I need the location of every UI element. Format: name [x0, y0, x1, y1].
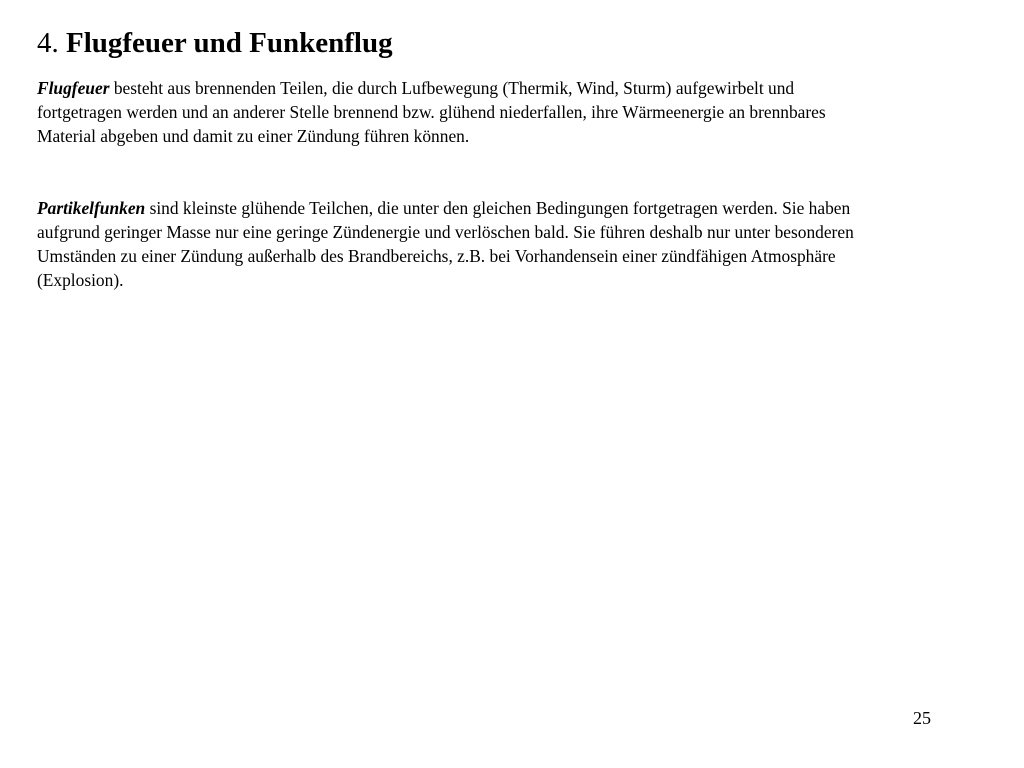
paragraph-text: sind kleinste glühende Teilchen, die unter den gleichen Bedingungen fortgetragen werden. Sie haben — [145, 198, 851, 218]
partikelfunken-paragraph — [37, 196, 987, 292]
paragraph-text: besteht aus brennenden Teilen, die durch Lufbewegung (Thermik, Wind, Sturm) aufgewirbelt und — [109, 78, 795, 98]
flugfeuer-paragraph — [37, 76, 987, 148]
paragraph-line: aufgrund geringer Masse nur eine geringe Zündenergie und verlöschen bald. Sie führen deshalb nur unter besonderen — [37, 222, 854, 242]
flugfeuer-term: Flugfeuer — [37, 78, 110, 98]
paragraph-line — [37, 196, 987, 220]
paragraph-line: (Explosion). — [37, 270, 124, 290]
section-number: 4. — [37, 27, 59, 59]
paragraph-line: Material abgeben und damit zu einer Zündung führen können. — [37, 126, 470, 146]
page-number: 25 — [913, 708, 931, 728]
partikelfunken-term: Partikelfunken — [37, 198, 146, 218]
section-title: Flugfeuer und Funkenflug — [66, 27, 393, 59]
paragraph-line — [37, 76, 987, 100]
slide-title — [37, 25, 393, 61]
paragraph-line: fortgetragen werden und an anderer Stelle brennend bzw. glühend niederfallen, ihre Wärmeenergie an brennbares — [37, 102, 826, 122]
paragraph-line: Umständen zu einer Zündung außerhalb des Brandbereichs, z.B. bei Vorhandensein einer zündfähigen Atmosphäre — [37, 246, 836, 266]
